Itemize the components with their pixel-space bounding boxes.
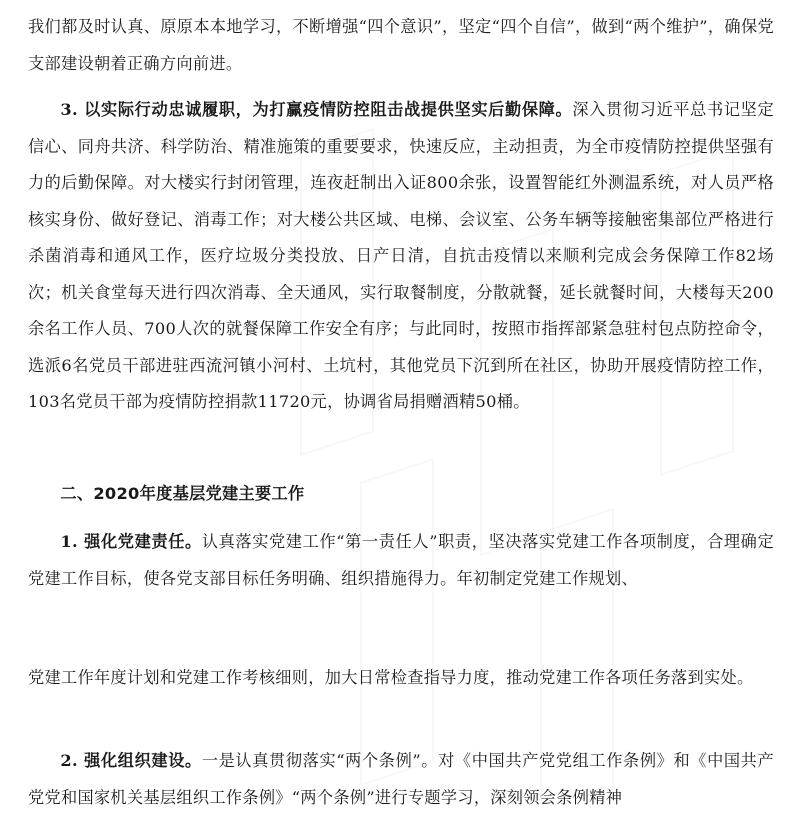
paragraph-logistics [28,92,774,421]
paragraph-page-continuation [28,660,774,697]
paragraph-organization [28,743,774,816]
paragraph-text: 党建工作年度计划和党建工作考核细则，加大日常检查指导力度，推动党建工作各项任务落到实处。 [28,668,754,687]
paragraph-text: 认真落实党建工作“第一责任人”职责，坚决落实党建工作各项制度，合理确定党建工作目标，使各党支部目标任务明确、组织措施得力。年初制定党建工作规划、 [28,532,774,588]
paragraph-continuation [28,9,774,82]
paragraph-text: 我们都及时认真、原原本本地学习，不断增强“四个意识”，坚定“四个自信”，做到“两个维护”，确保党支部建设朝着正确方向前进。 [28,17,774,73]
paragraph-heading: 2. 强化组织建设。 [60,751,202,770]
paragraph-responsibility [28,524,774,597]
section-heading [28,476,774,513]
paragraph-heading: 1. 强化党建责任。 [60,532,202,551]
paragraph-heading: 3. 以实际行动忠诚履职，为打赢疫情防控阻击战提供坚实后勤保障。 [60,100,573,119]
section-heading-text: 二、2020年度基层党建主要工作 [60,484,305,503]
paragraph-text: 深入贯彻习近平总书记坚定信心、同舟共济、科学防治、精准施策的重要要求，快速反应，主动担责，为全市疫情防控提供坚强有力的后勤保障。对大楼实行封闭管理，连夜赶制出入证800余张，设置智能红外测温系统，对人员严格核实身份、做好登记、消毒工作；对大楼公共区域、电梯、会议室、公务车辆等接触密集部位严格进行杀菌消毒和通风工作，医疗垃圾分类投放、日产日清，自抗击疫情以来顺利完成会务保障工作82场次；机关食堂每天进行四次消毒、全天通风，实行取餐制度，分散就餐，延长就餐时间，大楼每天200余名工作人员、700人次的就餐保障工作安全有序；与此同时，按照市指挥部紧急驻村包点防控命令，选派6名党员干部进驻西流河镇小河村、土坑村，其他党员下沉到所在社区，协助开展疫情防控工作，103名党员干部为疫情防控捐款11720元，协调省局捐赠酒精50桶。 [28,100,774,411]
paragraph-text: 一是认真贯彻落实“两个条例”。对《中国共产党党组工作条例》和《中国共产党党和国家机关基层组织工作条例》“两个条例”进行专题学习，深刻领会条例精神 [28,751,774,807]
